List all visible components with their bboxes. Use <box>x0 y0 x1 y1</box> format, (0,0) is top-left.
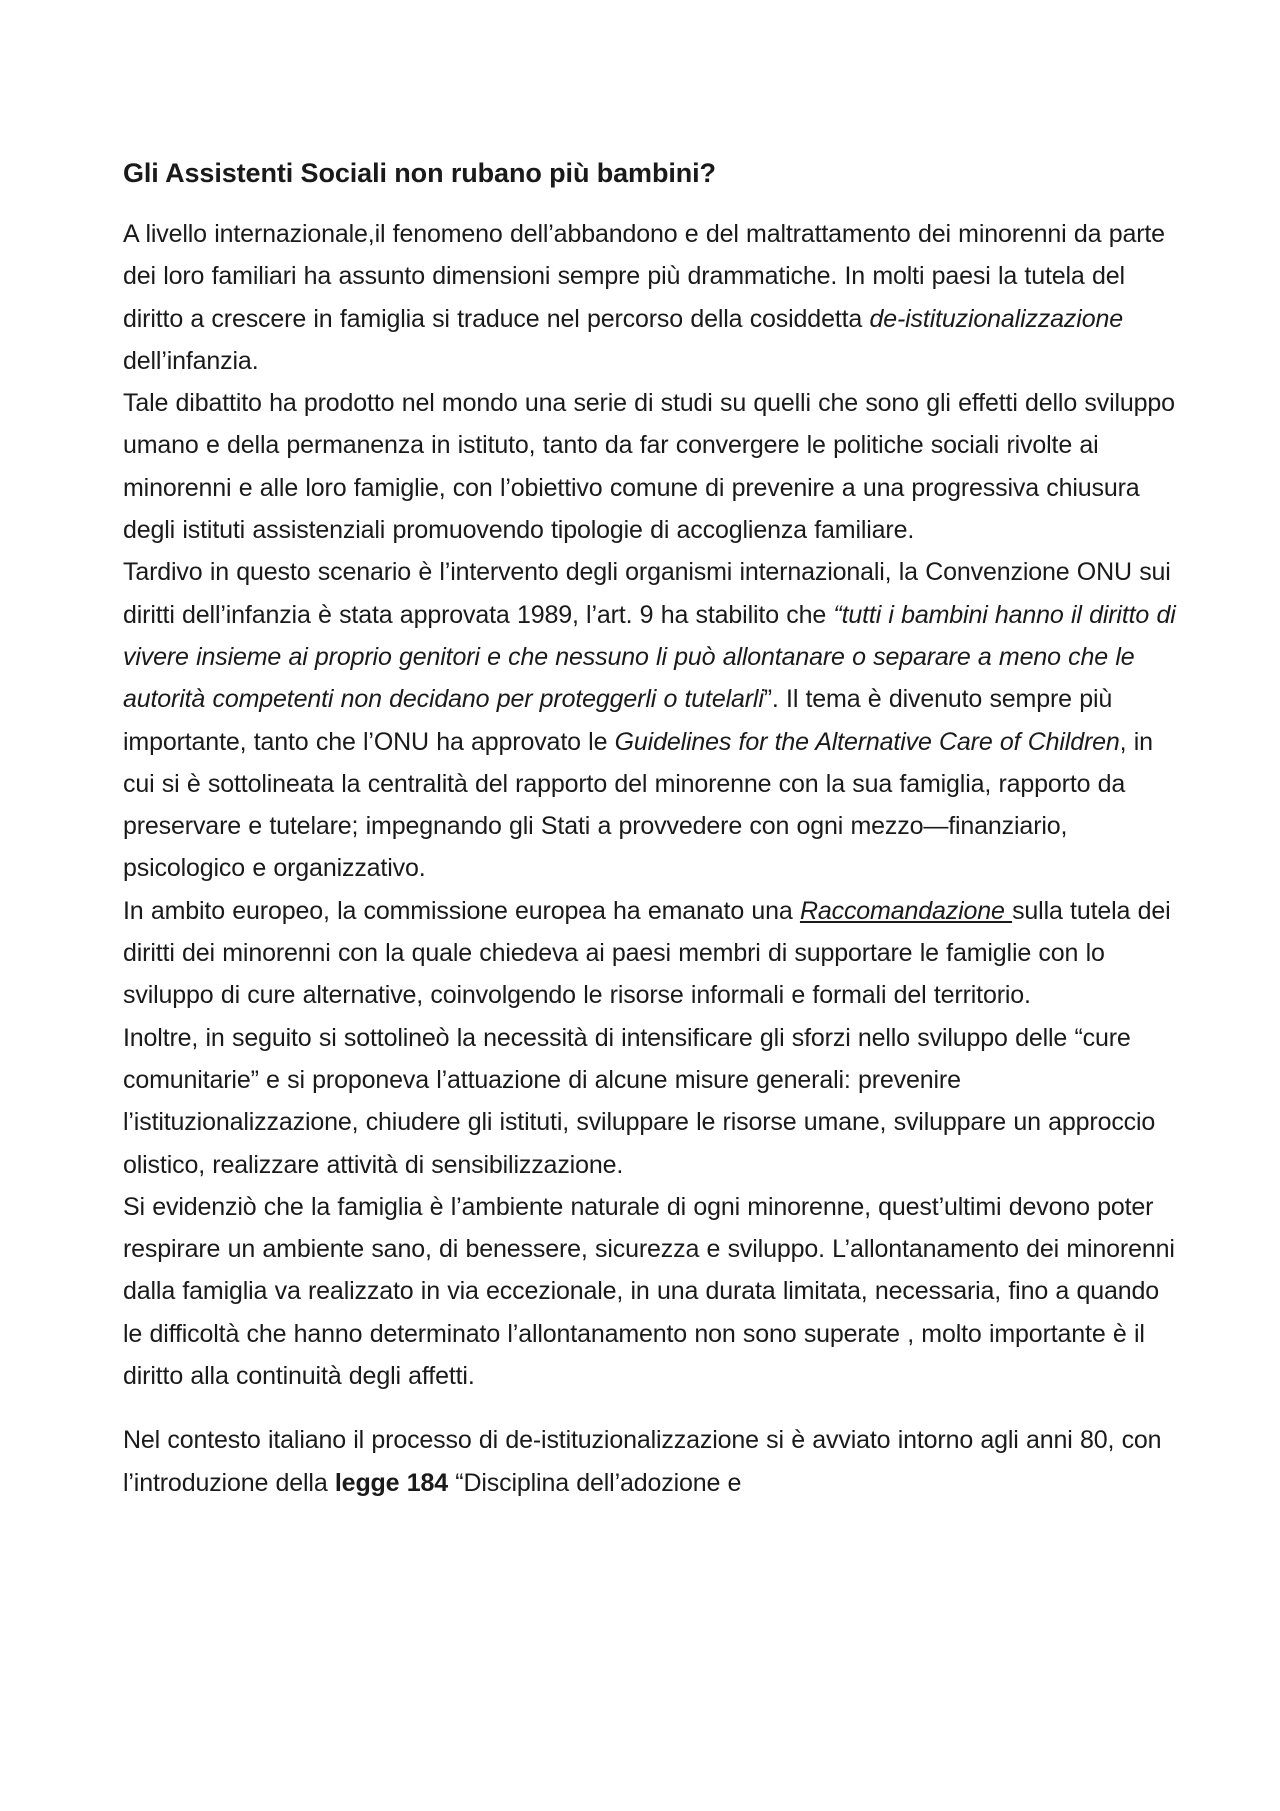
italic-quote: “tutti i bambini hanno il diritto di vivere insieme ai proprio genitori e che nessuno li può allontanare o separare a meno che le autorità competenti non decidano per proteggerli o tutelarli <box>123 600 1176 714</box>
paragraph-studies: Tale dibattito ha prodotto nel mondo una serie di studi su quelli che sono gli effetti dello sviluppo umano e della permanenza in istituto, tanto da far convergere le politiche sociali rivolte ai minorenni e alle loro famiglie, con l’obiettivo comune di prevenire a una progressiva chiusura degli istituti assistenziali promuovendo tipologie di accoglienza familiare. <box>123 389 1175 545</box>
bold-law-reference: legge 184 <box>334 1468 448 1497</box>
paragraph-text: , in cui si è sottolineata la centralità del rapporto del minorenne con la sua famiglia, rapporto da preservare e tutelare; impegnando gli Stati a provvedere con ogni mezzo—finanziario, psicologico e organizzativo. <box>123 727 1153 883</box>
paragraph-italian-context <box>123 1419 1183 1504</box>
document-title: Gli Assistenti Sociali non rubano più bambini? <box>123 158 716 188</box>
paragraph-text: “Disciplina dell’adozione e <box>448 1468 742 1497</box>
paragraph-text: Nel contesto italiano il processo di de-istituzionalizzazione si è avviato intorno agli anni 80, con l’introduzione della <box>123 1426 1162 1497</box>
paragraph-text: In ambito europeo, la commissione europea ha emanato una <box>123 896 800 925</box>
paragraph-text: Tardivo in questo scenario è l’intervento degli organismi internazionali, la Convenzione ONU sui diritti dell’infanzia è stata approvata 1989, l’art. 9 ha stabilito che <box>123 558 1171 629</box>
paragraph-text: sulla tutela dei diritti dei minorenni con la quale chiedeva ai paesi membri di supportare le famiglie con lo sviluppo di cure alternative, coinvolgendo le risorse informali e formali del territorio. <box>123 896 1171 1010</box>
document-page <box>123 155 1183 1504</box>
paragraph-text: A livello internazionale,il fenomeno dell’abbandono e del maltrattamento dei minorenni da parte dei loro familiari ha assunto dimensioni sempre più drammatiche. In molti paesi la tutela del diritto a crescere in famiglia si traduce nel percorso della cosiddetta <box>123 220 1165 333</box>
paragraph-onu-convention <box>123 551 1183 889</box>
paragraph-community-care: Inoltre, in seguito si sottolineò la necessità di intensificare gli sforzi nello sviluppo delle “cure comunitarie” e si proponeva l’attuazione di alcune misure generali: prevenire l’istituzionalizzazione, chiudere gli istituti, sviluppare le risorse umane, sviluppare un approccio olistico, realizzare attività di sensibilizzazione. <box>123 1023 1156 1179</box>
raccomandazione-link[interactable]: Raccomandazione <box>799 896 1013 925</box>
paragraph-text: ”. Il tema è divenuto sempre più importante, tanto che l’ONU ha approvato le <box>123 685 1113 756</box>
paragraph-international-context <box>123 213 1183 382</box>
italic-term: de-istituzionalizzazione <box>869 304 1123 333</box>
paragraph-text: dell’infanzia. <box>123 346 259 375</box>
paragraph-european-context <box>123 890 1183 1017</box>
italic-guidelines-title: Guidelines for the Alternative Care of Children <box>614 727 1120 756</box>
paragraph-family-environment: Si evidenziò che la famiglia è l’ambiente naturale di ogni minorenne, quest’ultimi devono poter respirare un ambiente sano, di benessere, sicurezza e sviluppo. L’allontanamento dei minorenni dalla famiglia va realizzato in via eccezionale, in una durata limitata, necessaria, fino a quando le difficoltà che hanno determinato l’allontanamento non sono superate , molto importante è il diritto alla continuità degli affetti. <box>123 1192 1175 1391</box>
